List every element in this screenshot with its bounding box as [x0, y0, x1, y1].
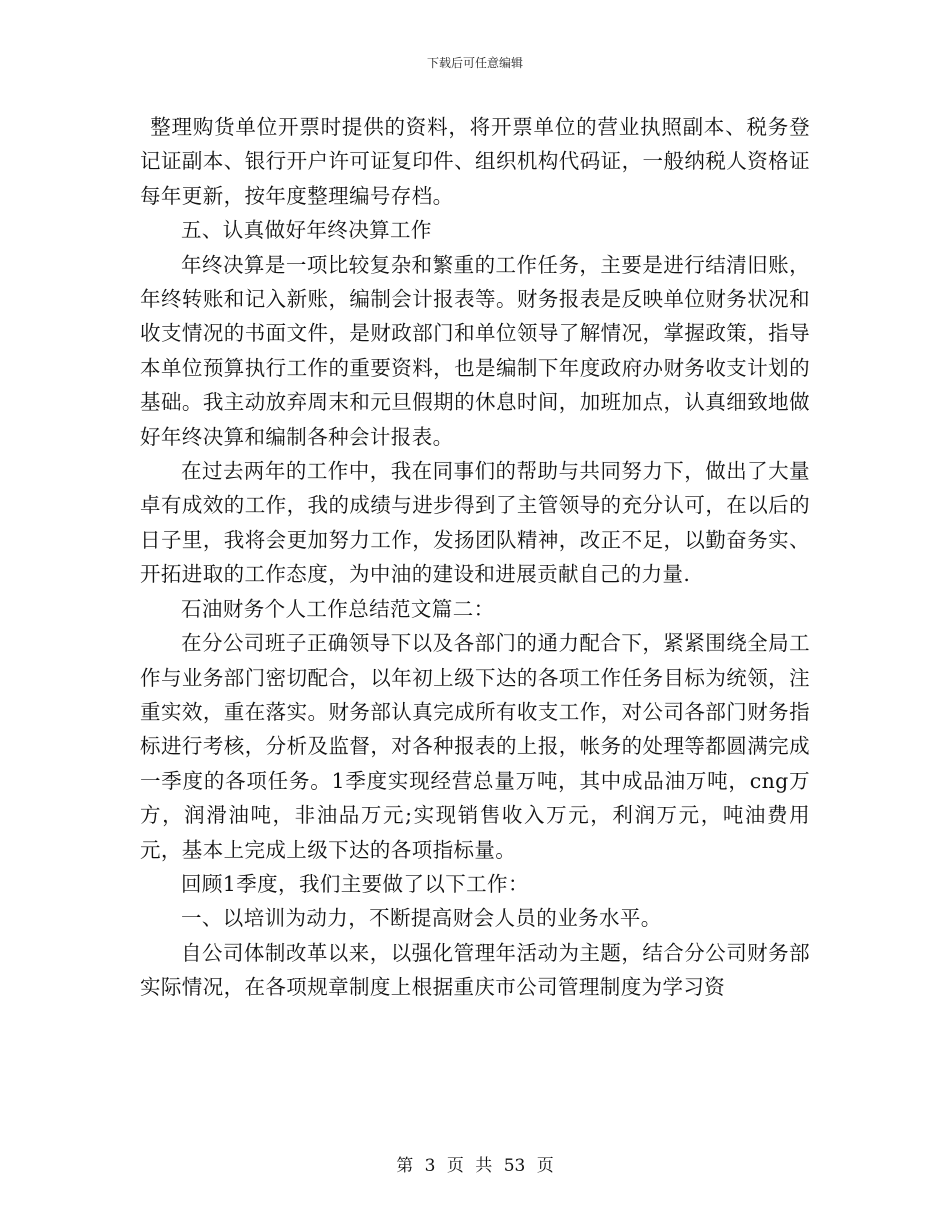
section-heading-year-end: 五、认真做好年终决算工作	[181, 218, 432, 243]
paragraph-branch-overview: 在分公司班子正确领导下以及各部门的通力配合下，紧紧围绕全局工作与业务部门密切配合，以年初上级下达的各项工作任务目标为统领，注重实效，重在落实。财务部认真完成所有收支工作，对公司各部门财务指标进行考核，分析及监督，对各种报表的上报，帐务的处理等都圆满完成一季度的各项任务。1季度实现经营总量万吨，其中成品油万吨，cng万方，润滑油吨，非油品万元;实现销售收入万元，利润万元，吨油费用元，基本上完成上级下达的各项指标量。	[140, 631, 810, 862]
page-header-note: 下载后可任意编辑	[426, 56, 523, 70]
paragraph-invoice-archive: 整理购货单位开票时提供的资料，将开票单位的营业执照副本、税务登记证副本、银行开户许可证复印件、组织机构代码证，一般纳税人资格证每年更新，按年度整理编号存档。	[140, 115, 810, 208]
paragraph-reform: 自公司体制改革以来，以强化管理年活动为主题，结合分公司财务部实际情况，在各项规章制度上根据重庆市公司管理制度为学习资	[140, 940, 810, 1000]
paragraph-two-years-review: 在过去两年的工作中，我在同事们的帮助与共同努力下，做出了大量卓有成效的工作，我的成绩与进步得到了主管领导的充分认可，在以后的日子里，我将会更加努力工作，发扬团队精神，改正不足，以勤奋务实、开拓进取的工作态度，为中油的建设和进展贡献自己的力量.	[140, 459, 810, 587]
page-number-footer: 第 3 页 共 53 页	[396, 1156, 554, 1176]
section-heading-training: 一、以培训为动力，不断提高财会人员的业务水平。	[181, 906, 662, 931]
paragraph-year-end-settlement: 年终决算是一项比较复杂和繁重的工作任务，主要是进行结清旧账，年终转账和记入新账，编制会计报表等。财务报表是反映单位财务状况和收支情况的书面文件，是财政部门和单位领导了解情况，掌握政策，指导本单位预算执行工作的重要资料，也是编制下年度政府办财务收支计划的基础。我主动放弃周末和元旦假期的休息时间，加班加点，认真细致地做好年终决算和编制各种会计报表。	[140, 252, 810, 449]
article-title-part-two: 石油财务个人工作总结范文篇二：	[181, 596, 495, 621]
paragraph-quarter-review-intro: 回顾1季度，我们主要做了以下工作：	[181, 871, 529, 896]
document-body	[140, 110, 810, 1005]
